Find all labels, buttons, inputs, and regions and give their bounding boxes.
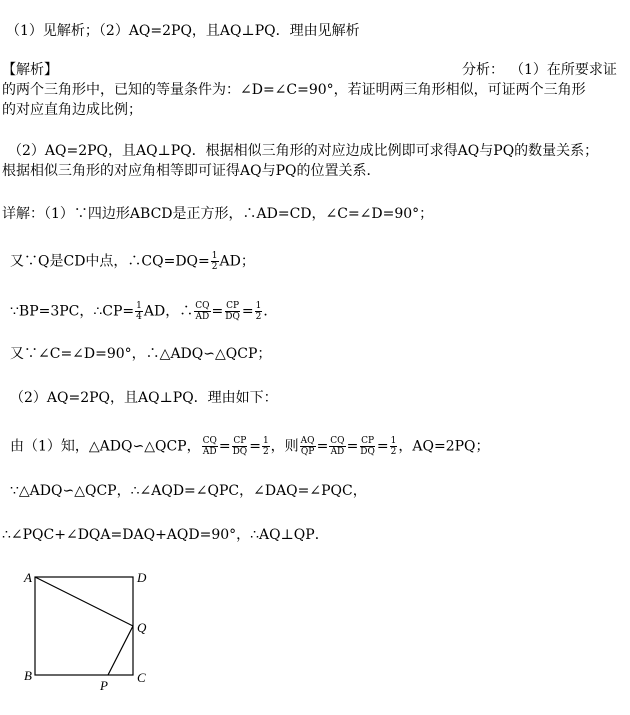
label-b: B bbox=[24, 668, 32, 683]
square-abcd bbox=[35, 577, 133, 675]
fraction: $\frac{1}{2}$ bbox=[262, 436, 269, 457]
detail-line-6-c: ，AQ=2PQ； bbox=[398, 438, 490, 455]
detail-line-5: （2）AQ=2PQ，且AQ⊥PQ．理由如下： bbox=[10, 390, 278, 406]
segment-aq bbox=[35, 577, 133, 626]
fraction: $\frac{1}{4}$ bbox=[136, 301, 142, 322]
detail-line-8: ∴∠PQC+∠DQA=DAQ+AQD=90°，∴AQ⊥QP． bbox=[2, 527, 329, 543]
fraction: $\frac{CQ}{AD}$ bbox=[195, 301, 210, 322]
analysis-p2-b: 根据相似三角形的对应角相等即可证得AQ与PQ的位置关系． bbox=[2, 163, 381, 179]
detail-line-1: 详解：（1）∵四边形ABCD是正方形，∴AD=CD，∠C=∠D=90°； bbox=[2, 206, 434, 222]
detail-line-4: 又∵∠C=∠D=90°，∴△ADQ∽△QCP； bbox=[10, 346, 272, 362]
fraction: $\frac{1}{2}$ bbox=[211, 251, 218, 272]
fraction: $\frac{CQ}{AD}$ bbox=[330, 436, 345, 457]
fraction: $\frac{CQ}{AD}$ bbox=[202, 436, 217, 457]
detail-line-7: ∵△ADQ∽△QCP，∴∠AQD=∠QPC，∠DAQ=∠PQC， bbox=[10, 483, 367, 499]
analysis-p1-b: 的两个三角形中，已知的等量条件为：∠D=∠C=90°，若证明两三角形相似，可证两个三角形 bbox=[2, 82, 586, 98]
fraction: $\frac{1}{2}$ bbox=[390, 436, 397, 457]
fraction: $\frac{AQ}{QP}$ bbox=[300, 436, 315, 457]
detail-line-3-a: ∵BP=3PC，∴CP= bbox=[10, 303, 135, 320]
equals-sign: = bbox=[211, 303, 224, 320]
fraction: $\frac{CP}{DQ}$ bbox=[232, 436, 248, 457]
analysis-tag: 分析： bbox=[462, 62, 504, 78]
analysis-p1-c: 的对应直角边成比例； bbox=[2, 102, 142, 118]
analysis-header: 【解析】 bbox=[2, 62, 58, 78]
fraction: $\frac{CP}{DQ}$ bbox=[225, 301, 240, 322]
geometry-figure bbox=[0, 560, 170, 710]
label-c: C bbox=[137, 670, 146, 685]
detail-line-3-b: AD，∴ bbox=[143, 303, 194, 320]
label-q: Q bbox=[137, 620, 147, 635]
label-d: D bbox=[137, 570, 147, 585]
detail-line-6-a: 由（1）知，△ADQ∽△QCP， bbox=[10, 438, 201, 455]
analysis-p1-a: （1）在所要求证 bbox=[510, 62, 617, 78]
fraction: $\frac{CP}{DQ}$ bbox=[360, 436, 375, 457]
detail-line-2-a: 又∵Q是CD中点，∴CQ=DQ= bbox=[10, 253, 210, 270]
label-a: A bbox=[24, 570, 32, 585]
detail-line-6: 由（1）知，△ADQ∽△QCP， $\frac{CQ}{AD}$ = $\frac{CP}{DQ}$ = $\frac{1}{2}$ ，则 $\frac{AQ}{QP}$ = $\frac{CQ}{AD}$ = $\frac{CP}{DQ}$ = $\frac{1}{2}$ ，AQ=2PQ； bbox=[10, 436, 490, 457]
detail-line-2 bbox=[10, 251, 255, 272]
label-p: P bbox=[100, 678, 108, 693]
period: ． bbox=[263, 303, 278, 320]
equals-sign: = bbox=[241, 303, 254, 320]
fraction: $\frac{1}{2}$ bbox=[255, 301, 262, 322]
segment-qp bbox=[108, 626, 133, 675]
answer-line: （1）见解析；（2）AQ=2PQ，且AQ⊥PQ．理由见解析 bbox=[6, 23, 360, 39]
analysis-p2-a: （2）AQ=2PQ，且AQ⊥PQ．根据相似三角形的对应边成比例即可求得AQ与PQ的数量关系； bbox=[8, 143, 599, 159]
detail-line-3 bbox=[10, 301, 277, 322]
detail-line-6-b: ，则 bbox=[270, 438, 299, 455]
detail-line-2-b: AD； bbox=[219, 253, 255, 270]
